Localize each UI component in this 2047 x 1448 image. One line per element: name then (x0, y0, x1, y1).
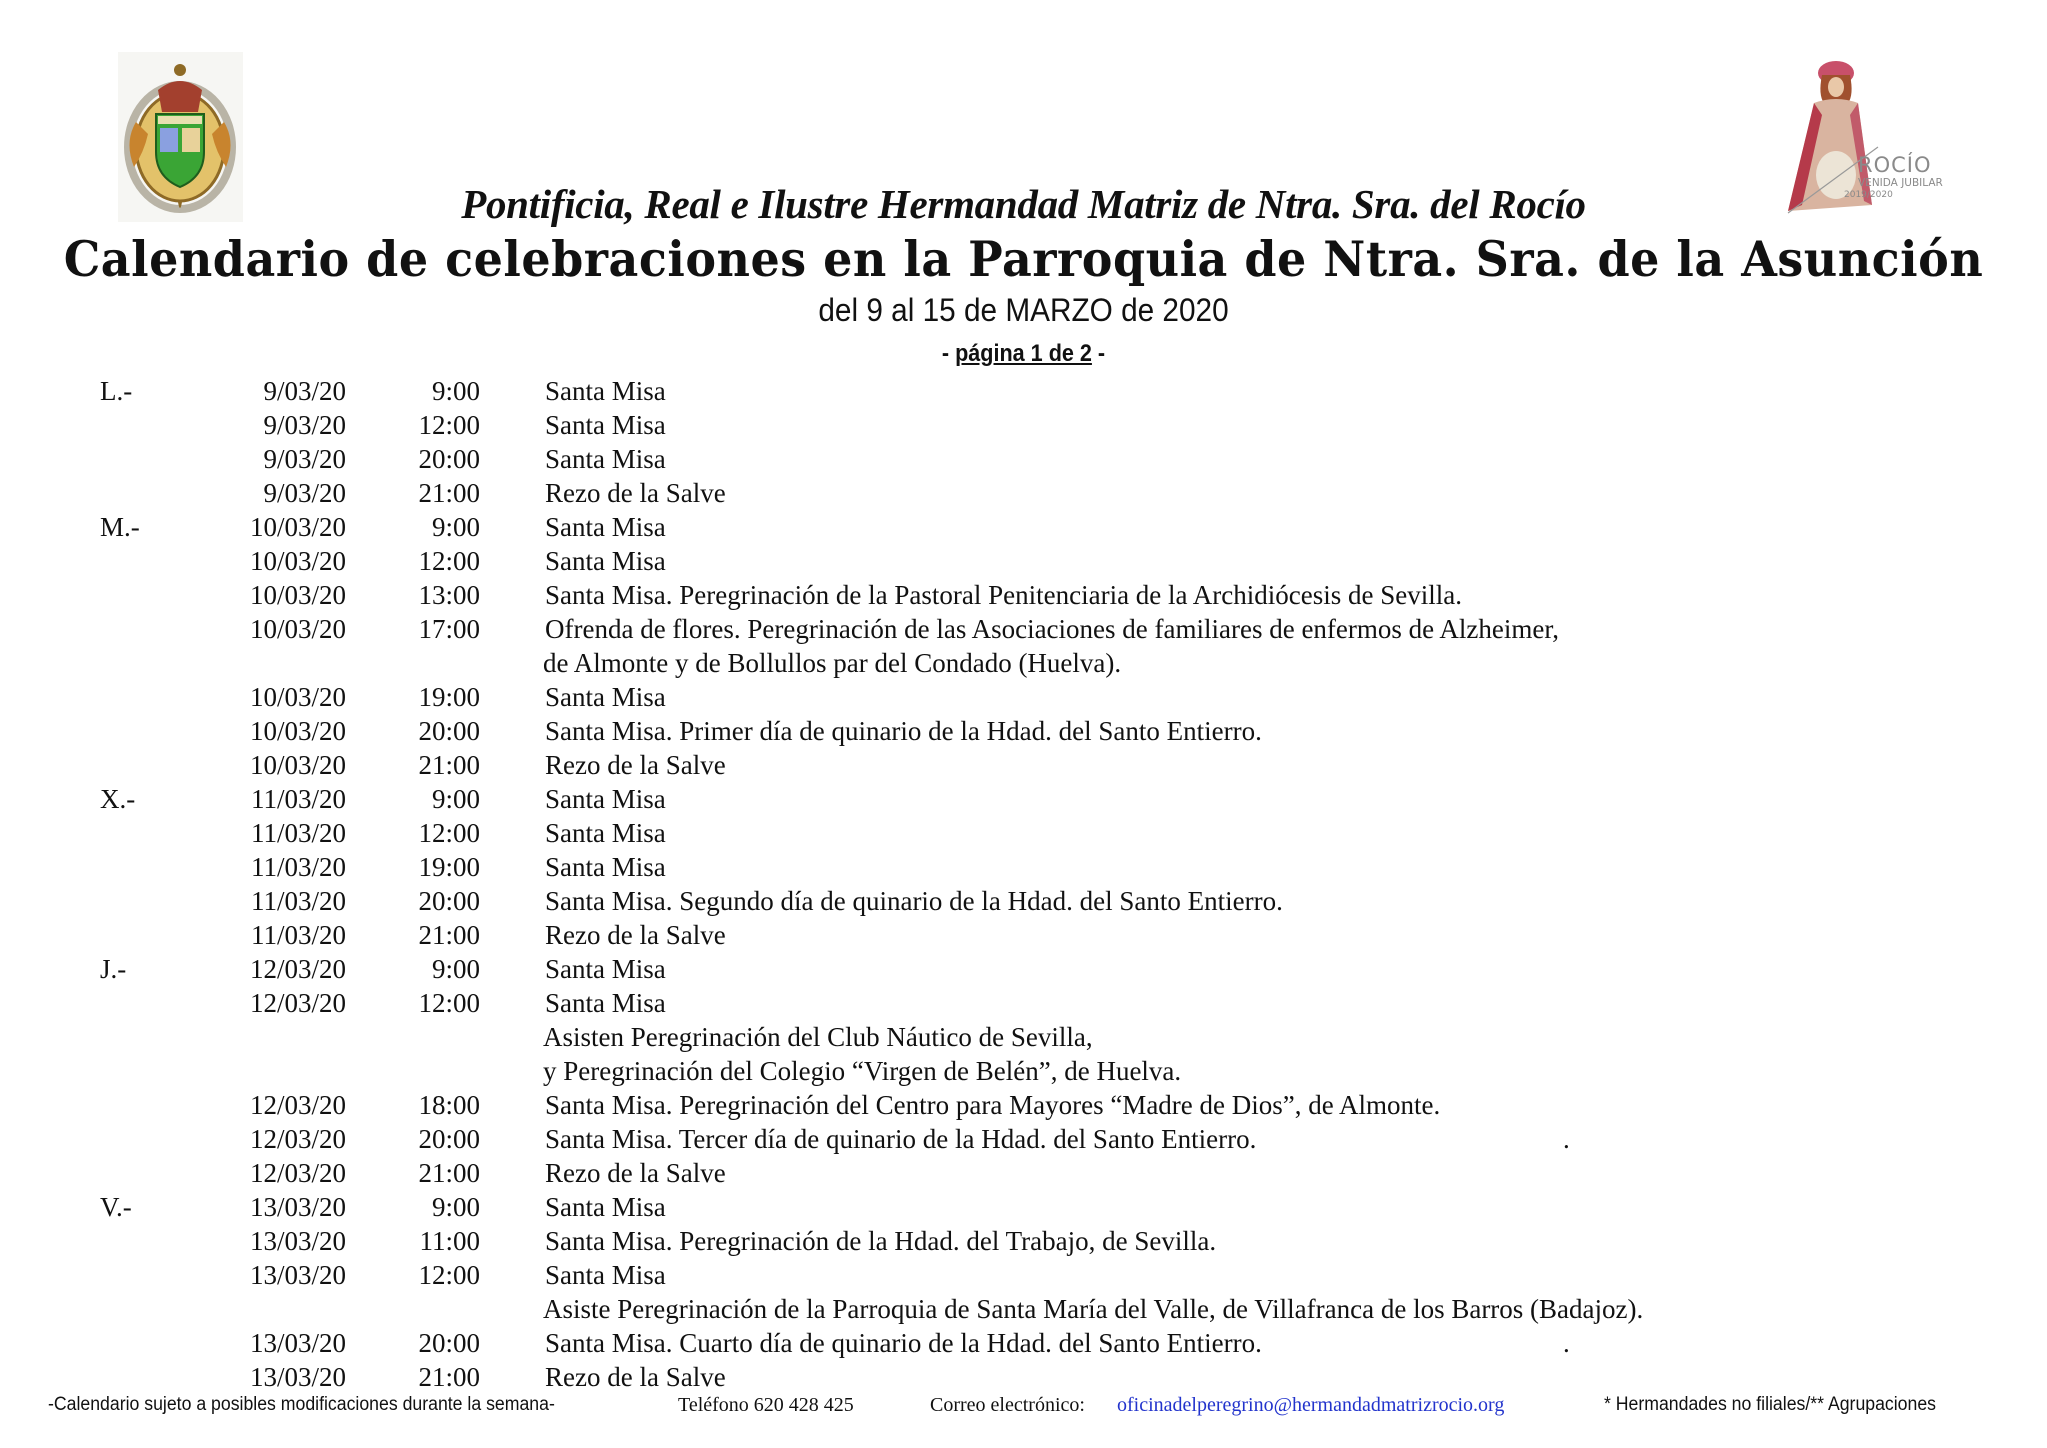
event-time: 9:00 (431, 954, 480, 984)
event-description: Santa Misa (545, 410, 666, 440)
event-date: 10/03/20 (249, 512, 346, 542)
day-label: V.- (100, 1192, 132, 1222)
schedule-row (0, 884, 2047, 918)
schedule-row (0, 714, 2047, 748)
footer-phone: Teléfono 620 428 425 (678, 1394, 854, 1416)
schedule-row (0, 1224, 2047, 1258)
event-date: 13/03/20 (249, 1226, 346, 1256)
event-description: Asisten Peregrinación del Club Náutico de Sevilla, (543, 1022, 1093, 1052)
schedule-row (0, 1020, 2047, 1054)
trailing-dot: . (1563, 1124, 1570, 1154)
event-time: 12:00 (418, 1260, 480, 1290)
event-time: 20:00 (418, 716, 480, 746)
event-date: 12/03/20 (249, 1158, 346, 1188)
page-prefix: - (941, 340, 956, 367)
event-time: 13:00 (418, 580, 480, 610)
rocio-emblem-years: 2019/2020 (1844, 189, 1893, 200)
schedule-row (0, 1156, 2047, 1190)
footer-email-link[interactable]: oficinadelperegrino@hermandadmatrizrocio.org (1117, 1394, 1505, 1416)
event-description: Santa Misa. Peregrinación de la Hdad. del Trabajo, de Sevilla. (545, 1226, 1217, 1256)
schedule-row (0, 544, 2047, 578)
schedule-row (0, 1258, 2047, 1292)
event-time: 9:00 (431, 1192, 480, 1222)
day-label: X.- (100, 784, 136, 814)
event-date: 10/03/20 (249, 546, 346, 576)
event-date: 11/03/20 (250, 852, 346, 882)
date-range: del 9 al 15 de MARZO de 2020 (818, 292, 1229, 328)
page-label: página 1 de 2 (955, 340, 1092, 367)
rocio-emblem-title: ROCÍO (1858, 153, 1932, 177)
event-time: 20:00 (418, 444, 480, 474)
schedule-row (0, 680, 2047, 714)
day-label: L.- (100, 376, 133, 406)
event-date: 12/03/20 (249, 954, 346, 984)
event-date: 11/03/20 (250, 818, 346, 848)
event-description: Santa Misa (545, 1260, 666, 1290)
event-time: 9:00 (431, 376, 480, 406)
event-description: Santa Misa. Primer día de quinario de la Hdad. del Santo Entierro. (545, 716, 1262, 746)
event-time: 21:00 (418, 920, 480, 950)
event-date: 11/03/20 (250, 886, 346, 916)
event-time: 9:00 (431, 512, 480, 542)
day-label: J.- (100, 954, 127, 984)
schedule-row (0, 1360, 2047, 1394)
schedule-row (0, 578, 2047, 612)
event-date: 10/03/20 (249, 682, 346, 712)
footer-legend: * Hermandades no filiales/** Agrupaciones (1604, 1394, 1937, 1415)
page-indicator (102, 340, 1944, 368)
schedule-row (0, 952, 2047, 986)
schedule-row (0, 1088, 2047, 1122)
schedule-row (0, 1054, 2047, 1088)
event-description: de Almonte y de Bollullos par del Condado (Huelva). (543, 648, 1122, 678)
schedule-row (0, 510, 2047, 544)
event-date: 13/03/20 (249, 1328, 346, 1358)
event-date: 9/03/20 (263, 444, 346, 474)
event-description: Santa Misa (545, 512, 666, 542)
event-date: 12/03/20 (249, 1090, 346, 1120)
organization-name: Pontificia, Real e Ilustre Hermandad Matriz de Ntra. Sra. del Rocío (461, 181, 1586, 227)
event-date: 13/03/20 (249, 1362, 346, 1392)
event-time: 12:00 (418, 410, 480, 440)
event-time: 18:00 (418, 1090, 480, 1120)
event-description: Santa Misa (545, 1192, 666, 1222)
event-description: Santa Misa (545, 376, 666, 406)
event-time: 19:00 (418, 852, 480, 882)
schedule-row (0, 442, 2047, 476)
event-date: 10/03/20 (249, 750, 346, 780)
event-description: Rezo de la Salve (545, 1362, 726, 1392)
schedule-row (0, 918, 2047, 952)
event-time: 21:00 (418, 1362, 480, 1392)
event-date: 11/03/20 (250, 920, 346, 950)
event-date: 10/03/20 (249, 580, 346, 610)
event-date: 10/03/20 (249, 716, 346, 746)
event-time: 20:00 (418, 1328, 480, 1358)
event-description: Rezo de la Salve (545, 1158, 726, 1188)
event-description: Santa Misa (545, 682, 666, 712)
schedule-row (0, 476, 2047, 510)
event-date: 12/03/20 (249, 1124, 346, 1154)
event-date: 13/03/20 (249, 1260, 346, 1290)
event-time: 21:00 (418, 1158, 480, 1188)
event-date: 9/03/20 (263, 410, 346, 440)
rocio-emblem-subtitle: VENIDA JUBILAR (1858, 177, 1943, 189)
schedule-list (0, 374, 2047, 1394)
footer-disclaimer: -Calendario sujeto a posibles modificaciones durante la semana- (48, 1394, 555, 1415)
schedule-row (0, 646, 2047, 680)
schedule-row (0, 850, 2047, 884)
day-label: M.- (100, 512, 140, 542)
event-time: 11:00 (419, 1226, 480, 1256)
event-time: 20:00 (418, 886, 480, 916)
event-description: Santa Misa (545, 852, 666, 882)
event-date: 10/03/20 (249, 614, 346, 644)
event-description: Santa Misa (545, 988, 666, 1018)
schedule-row (0, 1122, 2047, 1156)
footer (0, 1394, 2047, 1424)
event-description: Asiste Peregrinación de la Parroquia de Santa María del Valle, de Villafranca de los Barros (Badajoz). (543, 1294, 1644, 1324)
event-time: 17:00 (418, 614, 480, 644)
event-date: 13/03/20 (249, 1192, 346, 1222)
event-time: 12:00 (418, 818, 480, 848)
event-description: Santa Misa (545, 818, 666, 848)
schedule-row (0, 1292, 2047, 1326)
event-date: 9/03/20 (263, 376, 346, 406)
event-description: Santa Misa (545, 784, 666, 814)
schedule-row (0, 612, 2047, 646)
schedule-row (0, 374, 2047, 408)
event-description: Ofrenda de flores. Peregrinación de las Asociaciones de familiares de enfermos de Alzheimer, (545, 614, 1560, 644)
event-date: 12/03/20 (249, 988, 346, 1018)
event-description: Rezo de la Salve (545, 920, 726, 950)
footer-email-label: Correo electrónico: (930, 1394, 1085, 1416)
schedule-row (0, 408, 2047, 442)
trailing-dot: . (1563, 1328, 1570, 1358)
event-description: Santa Misa (545, 954, 666, 984)
event-time: 21:00 (418, 750, 480, 780)
event-time: 12:00 (418, 546, 480, 576)
event-date: 11/03/20 (250, 784, 346, 814)
page-suffix: - (1091, 340, 1106, 367)
event-description: Santa Misa. Segundo día de quinario de la Hdad. del Santo Entierro. (545, 886, 1283, 916)
event-time: 20:00 (418, 1124, 480, 1154)
event-description: Rezo de la Salve (545, 478, 726, 508)
event-description: y Peregrinación del Colegio “Virgen de Belén”, de Huelva. (543, 1056, 1182, 1086)
schedule-row (0, 748, 2047, 782)
event-description: Santa Misa (545, 444, 666, 474)
event-description: Santa Misa. Peregrinación del Centro para Mayores “Madre de Dios”, de Almonte. (545, 1090, 1441, 1120)
event-description: Rezo de la Salve (545, 750, 726, 780)
event-time: 21:00 (418, 478, 480, 508)
schedule-row (0, 782, 2047, 816)
event-description: Santa Misa. Peregrinación de la Pastoral Penitenciaria de la Archidiócesis de Sevilla. (545, 580, 1462, 610)
page-title: Calendario de celebraciones en la Parroquia de Ntra. Sra. de la Asunción (63, 230, 1984, 288)
event-time: 9:00 (431, 784, 480, 814)
schedule-row (0, 1326, 2047, 1360)
event-description: Santa Misa. Cuarto día de quinario de la Hdad. del Santo Entierro. (545, 1328, 1262, 1358)
schedule-row (0, 1190, 2047, 1224)
event-time: 12:00 (418, 988, 480, 1018)
schedule-row (0, 986, 2047, 1020)
schedule-row (0, 816, 2047, 850)
event-description: Santa Misa. Tercer día de quinario de la Hdad. del Santo Entierro. (545, 1124, 1257, 1154)
event-time: 19:00 (418, 682, 480, 712)
event-description: Santa Misa (545, 546, 666, 576)
event-date: 9/03/20 (263, 478, 346, 508)
